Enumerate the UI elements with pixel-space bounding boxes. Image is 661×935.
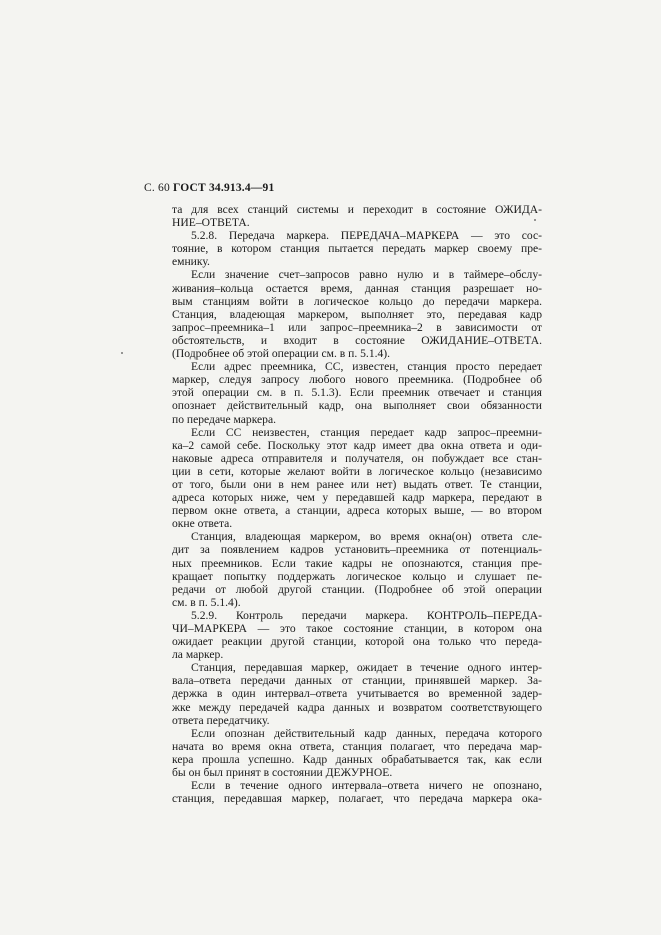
text-line: вала–ответа передачи данных от станции, принявшей маркер. За-	[172, 674, 542, 688]
text-line: окне ответа.	[172, 517, 233, 531]
text-line: кера прошла успешно. Кадр данных обрабатывается так, как если	[172, 752, 542, 766]
text-line: ка–2 самой себе. Поскольку этот кадр имеет два окна ответа и оди-	[172, 438, 542, 452]
text-line: ла маркер.	[172, 648, 224, 662]
text-line: опознает действительный кадр, она выполняет свои обязанности	[172, 399, 542, 413]
body-text	[172, 203, 542, 805]
text-line: ожидает реакции другой станции, которой она только что переда-	[172, 635, 542, 649]
text-line: маркер, следуя запросу любого нового преемника. (Подробнее об	[172, 373, 542, 387]
text-line: бы он был принят в состоянии ДЕЖУРНОЕ.	[172, 766, 393, 780]
text-line: кращает попытку поддержать логическое кольцо и слушает пе-	[172, 569, 542, 583]
section-5-2-9-heading: 5.2.9. Контроль передачи маркера. КОНТРОЛЬ–ПЕРЕДА-	[191, 608, 542, 622]
text-line: обстоятельств, и входит в состояние ОЖИДАНИЕ–ОТВЕТА.	[172, 333, 542, 347]
text-line: жке между передачей кадра данных и возвратом соответствующего	[172, 700, 542, 714]
text-line: живания–кольца остается время, данная станция разрешает но-	[172, 281, 542, 295]
text-line: Станция, передавшая маркер, ожидает в течение одного интер-	[191, 661, 542, 675]
text-line: запрос–преемника–1 или запрос–преемника–2 в зависимости от	[172, 320, 542, 334]
text-line: дит за появлением кадров установить–преемника от потенциаль-	[172, 543, 542, 557]
text-line: та для всех станций системы и переходит в состояние ОЖИДА-	[172, 203, 542, 216]
text-line: наковые адреса отправителя и получателя, он побуждает все стан-	[172, 451, 542, 465]
standard-number: ГОСТ 34.913.4—91	[173, 182, 275, 194]
text-line: Если значение счет–запросов равно нулю и в таймере–обслу-	[191, 268, 542, 282]
text-line: ции в сети, которые желают войти в логическое кольцо (независимо	[172, 464, 542, 478]
text-line: Станция, владеющая маркером, выполняет это, передавая кадр	[172, 307, 542, 321]
text-line: редачи от любой другой станции. (Подробнее об этой операции	[172, 582, 542, 596]
text-line: начата во время окна ответа, станция полагает, что передача мар-	[172, 739, 542, 753]
text-line: Если СС неизвестен, станция передает кадр запрос–преемни-	[191, 425, 542, 439]
text-line: по передаче маркера.	[172, 412, 277, 426]
text-line: емнику.	[172, 255, 210, 269]
text-line: Если адрес преемника, СС, известен, станция просто передает	[191, 360, 542, 374]
text-line: ответа передатчику.	[172, 713, 270, 727]
text-line: этой операции см. в п. 5.1.3). Если преемник отвечает и станция	[172, 386, 542, 400]
text-line: тояние, в котором станция пытается передать маркер своему пре-	[172, 242, 542, 256]
text-line: держка в один интервал–ответа учитывается во временной задер-	[172, 687, 542, 701]
scan-speck	[534, 219, 536, 221]
page-header	[144, 182, 274, 194]
text-line: (Подробнее об этой операции см. в п. 5.1.4).	[172, 347, 391, 361]
text-line: первом окне ответа, а станции, адреса которых выше, — во втором	[172, 504, 542, 518]
text-line: см. в п. 5.1.4).	[172, 595, 241, 609]
text-line: станция, передавшая маркер, полагает, что передача маркера ока-	[172, 792, 542, 806]
section-5-2-8-heading: 5.2.8. Передача маркера. ПЕРЕДАЧА–МАРКЕРА — это сос-	[191, 229, 542, 243]
text-line: адреса которых ниже, чем у передавшей кадр маркера, передают в	[172, 491, 542, 505]
scan-speck	[121, 352, 123, 354]
text-line: Если в течение одного интервала–ответа ничего не опознано,	[191, 779, 542, 793]
text-line: ЧИ–МАРКЕРА — это такое состояние станции, в котором она	[172, 622, 542, 635]
page-number: С. 60	[144, 182, 170, 194]
text-line: ных преемников. Если такие кадры не опознаются, станция пре-	[172, 556, 542, 570]
text-line: Если опознан действительный кадр данных, передача которого	[191, 726, 542, 740]
text-line: от того, были они в нем ранее или нет) выдать ответ. Те станции,	[172, 477, 542, 491]
text-line: НИЕ–ОТВЕТА.	[172, 216, 250, 230]
text-line: Станция, владеющая маркером, во время окна(он) ответа сле-	[191, 530, 542, 544]
text-line: вым станциям войти в логическое кольцо до передачи маркера.	[172, 294, 542, 308]
